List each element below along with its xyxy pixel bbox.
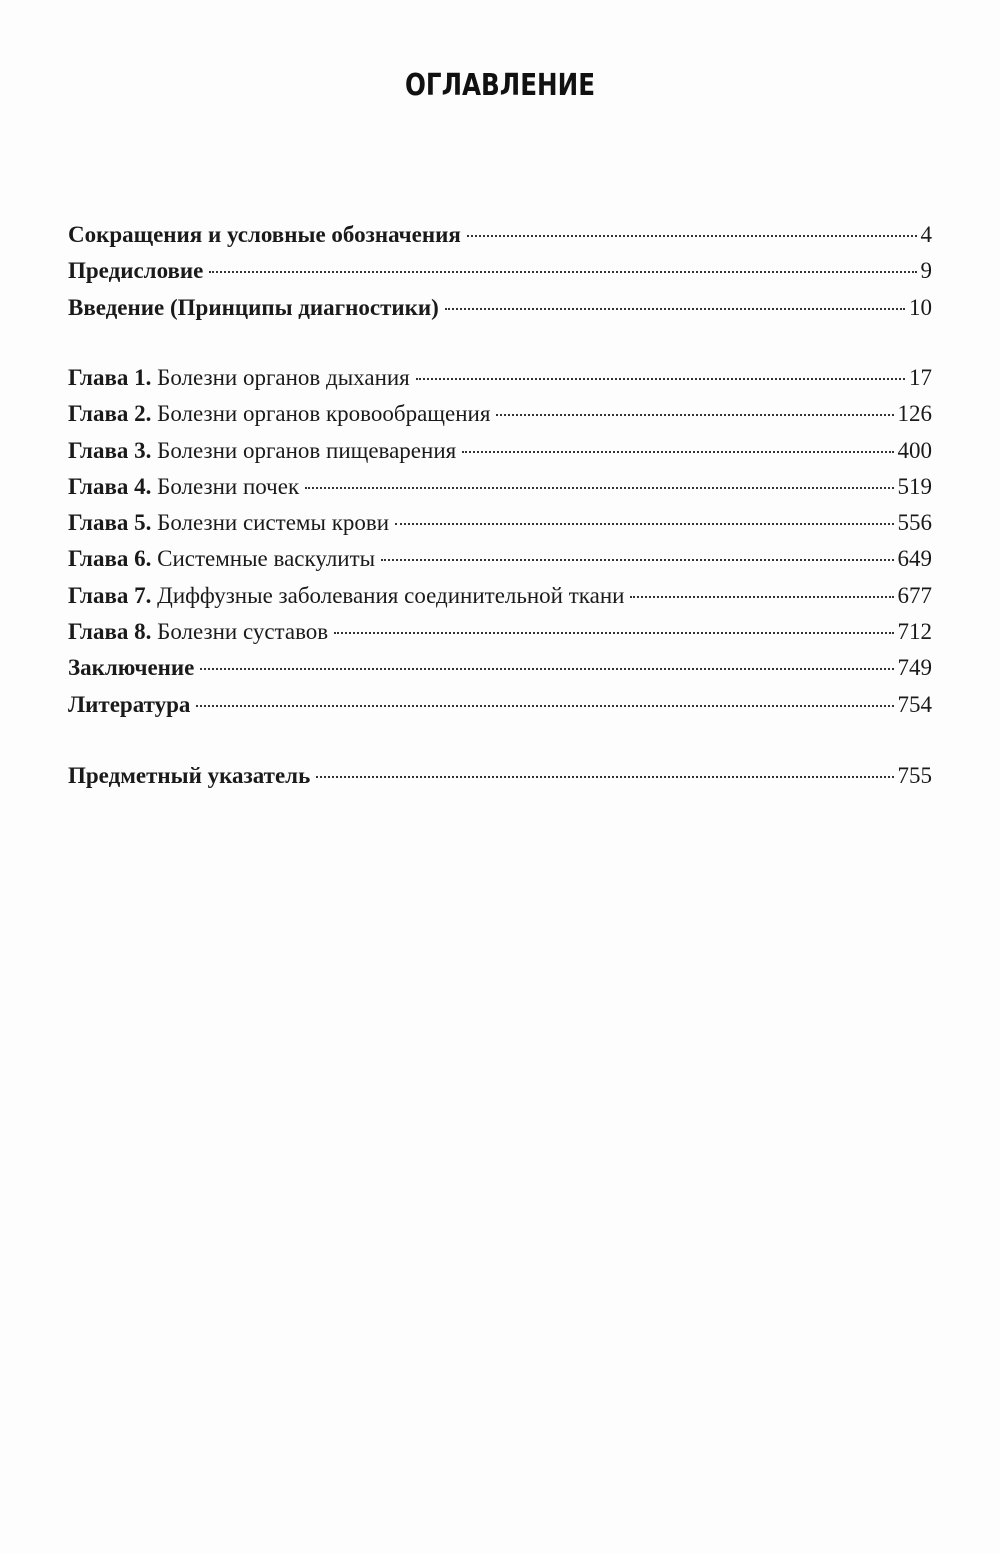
toc-entry-chapter-1[interactable] [68, 360, 932, 396]
toc-entry-label: Болезни почек [157, 473, 300, 499]
toc-entry-chapter-3[interactable] [68, 433, 932, 469]
toc-entry-page: 17 [909, 365, 932, 390]
dot-leader [630, 596, 893, 598]
toc-entry-label: Литература [68, 691, 191, 717]
chapter-number: Глава 5. [68, 510, 152, 536]
chapter-number: Глава 2. [68, 401, 152, 427]
toc-entry-page: 677 [897, 582, 932, 608]
toc-entry-label: Заключение [68, 655, 195, 681]
dot-leader [467, 235, 917, 237]
dot-leader [305, 487, 893, 489]
toc-entry-label: Болезни органов кровообращения [157, 401, 491, 427]
toc-entry-label: Предисловие [68, 258, 204, 284]
toc-entry-page: 126 [897, 401, 932, 427]
dot-leader [381, 559, 893, 561]
toc-entry-introduction[interactable] [68, 290, 932, 326]
dot-leader [196, 705, 893, 707]
chapter-number: Глава 1. [68, 365, 152, 390]
toc-entry-label: Болезни суставов [157, 619, 329, 645]
toc-entry-label: Болезни органов дыхания [157, 365, 410, 390]
chapter-number: Глава 8. [68, 619, 152, 645]
toc-entry-page: 649 [897, 546, 932, 572]
toc-entry-chapter-6[interactable] [68, 541, 932, 577]
dot-leader [200, 668, 893, 670]
page-title: ОГЛАВЛЕНИЕ [404, 68, 596, 103]
toc-entry-label: Предметный указатель [68, 763, 311, 788]
chapter-number: Глава 6. [68, 546, 152, 572]
toc-entry-label: Системные васкулиты [157, 546, 376, 572]
chapter-number: Глава 4. [68, 473, 152, 499]
dot-leader [316, 776, 893, 778]
toc-entry-page: 749 [897, 655, 932, 681]
toc-chapters [68, 360, 932, 723]
dot-leader [462, 451, 893, 453]
dot-leader [445, 308, 905, 310]
toc-entry-page: 10 [909, 294, 932, 320]
dot-leader [334, 632, 893, 634]
toc-entry-chapter-2[interactable] [68, 396, 932, 432]
toc-entry-literature[interactable] [68, 687, 932, 723]
toc-entry-label: Сокращения и условные обозначения [68, 222, 461, 247]
toc-entry-page: 755 [897, 763, 932, 788]
toc-entry-subject-index[interactable] [68, 758, 932, 794]
toc-entry-abbreviations[interactable] [68, 217, 932, 253]
toc-entry-page: 400 [897, 437, 932, 463]
toc-entry-chapter-8[interactable] [68, 614, 932, 650]
toc-entry-chapter-7[interactable] [68, 578, 932, 614]
toc-entry-label: Введение (Принципы диагностики) [68, 294, 439, 320]
toc-entry-chapter-5[interactable] [68, 505, 932, 541]
dot-leader [416, 378, 905, 380]
toc-entry-page: 4 [920, 222, 932, 247]
toc-entry-preface[interactable] [68, 253, 932, 289]
toc-entry-label: Болезни органов пищеварения [157, 437, 457, 463]
toc-index [68, 758, 932, 794]
dot-leader [395, 523, 893, 525]
toc-entry-chapter-4[interactable] [68, 469, 932, 505]
toc-entry-conclusion[interactable] [68, 650, 932, 686]
toc-entry-page: 754 [897, 691, 932, 717]
toc-entry-label: Болезни системы крови [157, 510, 390, 536]
toc-entry-page: 712 [897, 619, 932, 645]
dot-leader [209, 271, 916, 273]
toc-entry-page: 519 [897, 473, 932, 499]
chapter-number: Глава 3. [68, 437, 152, 463]
toc-front-matter [68, 217, 932, 326]
toc-entry-page: 556 [897, 510, 932, 536]
toc-entry-label: Диффузные заболевания соединительной ткани [157, 582, 625, 608]
toc-entry-page: 9 [920, 258, 932, 284]
dot-leader [496, 414, 893, 416]
chapter-number: Глава 7. [68, 582, 152, 608]
